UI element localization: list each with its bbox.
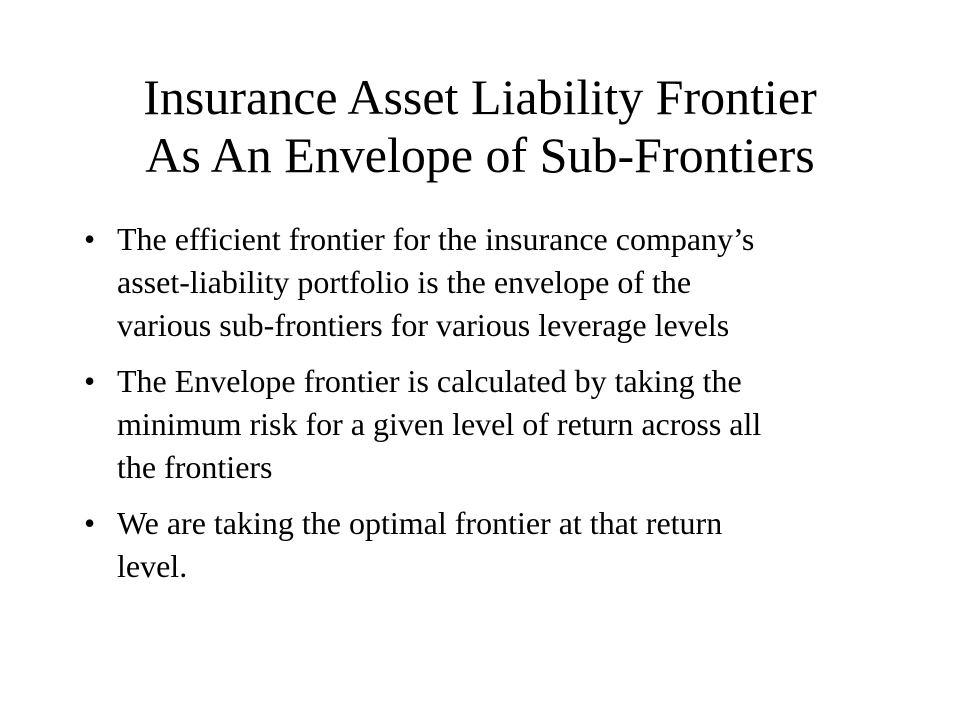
bullet-1-line-2: asset-liability portfolio is the envelope of the [117, 264, 692, 300]
bullet-3-line-2: level. [117, 548, 188, 584]
bullet-dot-icon: • [84, 505, 96, 541]
slide-title [0, 68, 960, 184]
title-line-2: As An Envelope of Sub-Frontiers [145, 127, 815, 183]
bullet-item-1 [84, 218, 884, 347]
bullet-item-3 [84, 502, 884, 588]
bullet-2-line-1: The Envelope frontier is calculated by taking the [117, 363, 742, 399]
title-line-1: Insurance Asset Liability Frontier [143, 69, 817, 125]
bullet-1-line-3: various sub-frontiers for various leverage levels [117, 307, 730, 343]
bullet-item-2 [84, 360, 884, 489]
bullet-1-line-1: The efficient frontier for the insurance company’s [117, 221, 755, 257]
bullet-dot-icon: • [84, 363, 96, 399]
bullet-2-line-2: minimum risk for a given level of return across all [117, 406, 762, 442]
bullet-list [84, 218, 884, 601]
bullet-dot-icon: • [84, 221, 96, 257]
bullet-3-line-1: We are taking the optimal frontier at that return [117, 505, 723, 541]
bullet-2-line-3: the frontiers [117, 449, 273, 485]
